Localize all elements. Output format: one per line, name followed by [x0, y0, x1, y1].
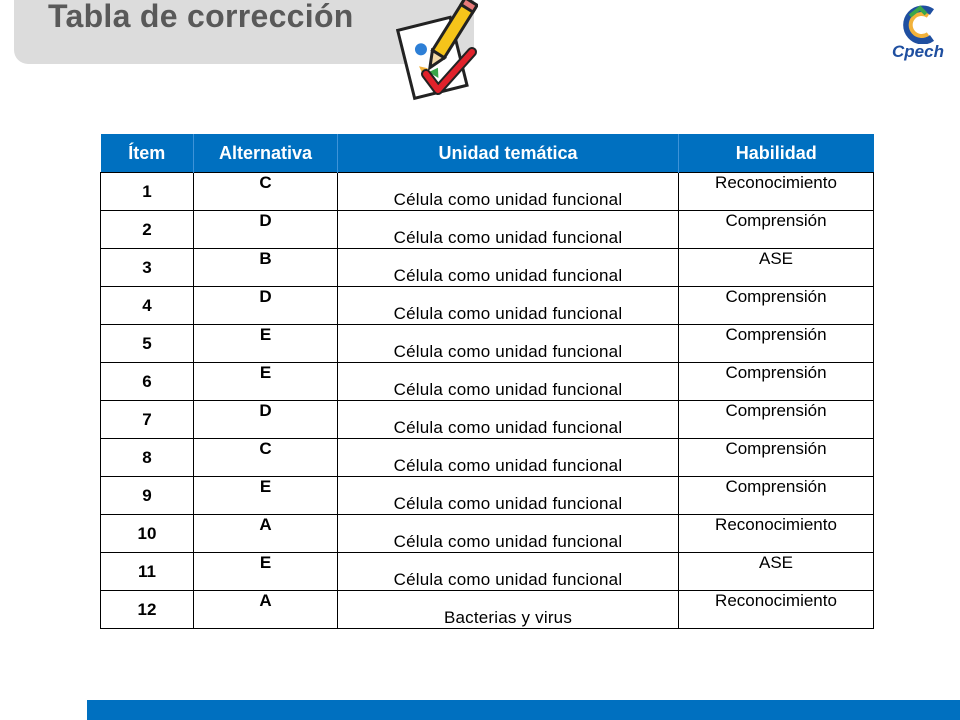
- page-title: Tabla de corrección: [48, 0, 354, 34]
- cell-skill: Comprensión: [679, 401, 874, 439]
- cell-item: 11: [101, 553, 194, 591]
- cell-item: 7: [101, 401, 194, 439]
- cpech-logo: [880, 4, 956, 68]
- cell-skill: ASE: [679, 249, 874, 287]
- cell-unit: Célula como unidad funcional: [338, 249, 679, 287]
- header-alternative: Alternativa: [194, 134, 338, 173]
- table-row: [101, 553, 874, 591]
- table-row: [101, 363, 874, 401]
- cell-alternative: D: [194, 211, 338, 249]
- table-row: [101, 515, 874, 553]
- cell-item: 4: [101, 287, 194, 325]
- cell-skill: Comprensión: [679, 439, 874, 477]
- logo-text: Cpech: [892, 42, 944, 61]
- cell-unit: Célula como unidad funcional: [338, 287, 679, 325]
- table-row: [101, 591, 874, 629]
- table-row: [101, 287, 874, 325]
- cell-item: 2: [101, 211, 194, 249]
- table-row: [101, 173, 874, 211]
- cell-skill: Comprensión: [679, 287, 874, 325]
- cell-skill: Reconocimiento: [679, 591, 874, 629]
- cell-item: 10: [101, 515, 194, 553]
- cell-unit: Célula como unidad funcional: [338, 211, 679, 249]
- header-unit: Unidad temática: [338, 134, 679, 173]
- cell-unit: Célula como unidad funcional: [338, 173, 679, 211]
- cell-unit: Célula como unidad funcional: [338, 439, 679, 477]
- cell-alternative: D: [194, 287, 338, 325]
- table-row: [101, 401, 874, 439]
- table-row: [101, 211, 874, 249]
- logo-mark-icon: [880, 4, 956, 44]
- header-item: Ítem: [101, 134, 194, 173]
- cell-skill: Comprensión: [679, 325, 874, 363]
- cell-unit: Bacterias y virus: [338, 591, 679, 629]
- cell-alternative: E: [194, 477, 338, 515]
- cell-alternative: E: [194, 363, 338, 401]
- cell-alternative: A: [194, 591, 338, 629]
- table-row: [101, 249, 874, 287]
- cell-alternative: B: [194, 249, 338, 287]
- cell-alternative: D: [194, 401, 338, 439]
- bottom-accent-bar: [87, 700, 960, 720]
- cell-skill: Comprensión: [679, 211, 874, 249]
- header-skill: Habilidad: [679, 134, 874, 173]
- cell-item: 3: [101, 249, 194, 287]
- cell-unit: Célula como unidad funcional: [338, 401, 679, 439]
- cell-skill: Reconocimiento: [679, 515, 874, 553]
- cell-alternative: C: [194, 439, 338, 477]
- cell-skill: Comprensión: [679, 363, 874, 401]
- cell-alternative: E: [194, 325, 338, 363]
- table-row: [101, 439, 874, 477]
- pencil-checklist-icon: [396, 0, 478, 104]
- cell-item: 12: [101, 591, 194, 629]
- cell-alternative: E: [194, 553, 338, 591]
- cell-unit: Célula como unidad funcional: [338, 363, 679, 401]
- cell-skill: ASE: [679, 553, 874, 591]
- cell-item: 9: [101, 477, 194, 515]
- cell-item: 1: [101, 173, 194, 211]
- cell-alternative: C: [194, 173, 338, 211]
- cell-unit: Célula como unidad funcional: [338, 325, 679, 363]
- table-row: [101, 477, 874, 515]
- cell-unit: Célula como unidad funcional: [338, 515, 679, 553]
- correction-table: [100, 134, 874, 629]
- cell-skill: Comprensión: [679, 477, 874, 515]
- table-row: [101, 325, 874, 363]
- cell-item: 8: [101, 439, 194, 477]
- table-header-row: [101, 134, 874, 173]
- cell-item: 5: [101, 325, 194, 363]
- cell-alternative: A: [194, 515, 338, 553]
- cell-unit: Célula como unidad funcional: [338, 553, 679, 591]
- cell-item: 6: [101, 363, 194, 401]
- cell-unit: Célula como unidad funcional: [338, 477, 679, 515]
- cell-skill: Reconocimiento: [679, 173, 874, 211]
